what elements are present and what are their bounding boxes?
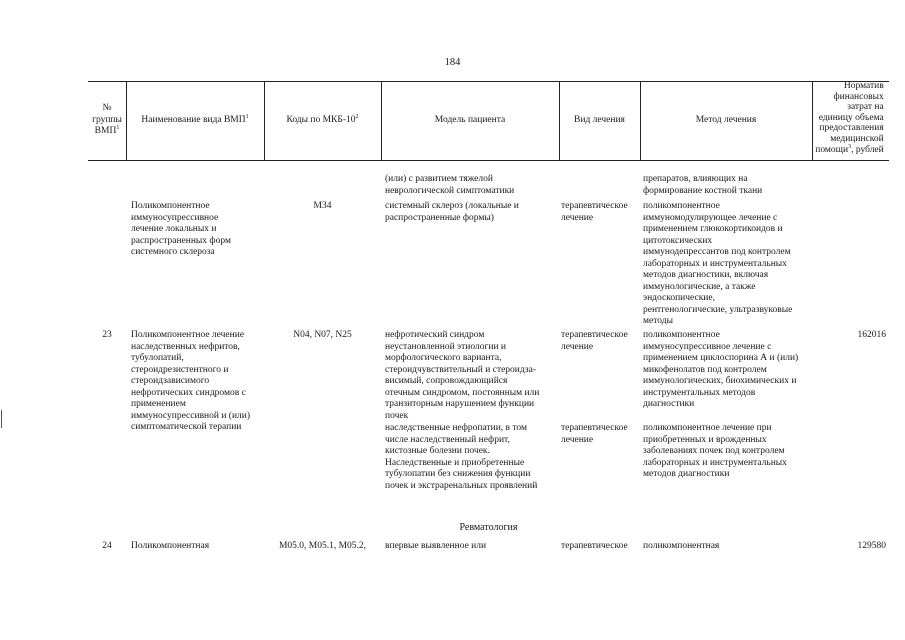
header-bottom-border xyxy=(88,160,889,161)
header-cost-norm-text: Норматив финансовых затрат на единицу объема предоставления медицинской помощи xyxy=(815,81,884,155)
vmp-name-cell: Поликомпонентная xyxy=(131,541,210,551)
scan-margin-mark xyxy=(1,410,2,428)
header-treatment-type: Вид лечения xyxy=(574,114,625,125)
patient-model-cell: впервые выявленное или xyxy=(385,541,487,551)
footnote-marker: 1 xyxy=(245,113,249,120)
header-cost-norm xyxy=(812,81,889,160)
footnote-marker: 2 xyxy=(355,113,359,120)
header-vmp-name-text: Наименование вида ВМП xyxy=(141,114,246,125)
treatment-type-cell: терапевтическое xyxy=(561,541,628,551)
header-mkb-codes xyxy=(264,81,381,160)
section-heading: Ревматология xyxy=(459,522,518,533)
treatment-method-cell: поликомпонентное иммуномодулирующее лечение с применением глюкокортикоидов и цитотоксических иммунодепрессантов под контролем лабораторных и инструментальных методов диагностики, включая иммунологические, а также эндоскопические, рентгенологические, ультразвуковые методы xyxy=(643,201,793,326)
header-vmp-name xyxy=(126,81,264,160)
footnote-marker: 1 xyxy=(116,125,120,132)
treatment-method-cell: поликомпонентное лечение при приобретенных и врожденных заболеваниях почек под контролем лабораторных и инструментальных методов диагностики xyxy=(643,423,787,479)
treatment-type-cell: терапевтическое лечение xyxy=(561,330,628,352)
treatment-type-cell: терапевтическое лечение xyxy=(561,423,628,445)
patient-model-cell: (или) с развитием тяжелой неврологической симптоматики xyxy=(385,174,515,196)
patient-model-cell: нефротический синдром неустановленной этиологии и морфологического варианта, стероидчувствительный и стероидза- висимый, сопровождающийся отечным синдромом, постоянным или транзиторным нарушением функции почек xyxy=(385,330,540,421)
patient-model-cell: наследственные нефропатии, в том числе наследственный нефрит, кистозные болезни почек. Наследственные и приобретенные тубулопатии без снижения функции почек и экстраренальных проявлений xyxy=(385,423,538,491)
header-treatment-method: Метод лечения xyxy=(695,114,757,125)
mkb-code-cell: N04, N07, N25 xyxy=(293,330,352,340)
header-group-no-text: № группы ВМП xyxy=(92,103,122,137)
cost-cell: 162016 xyxy=(857,330,886,340)
treatment-method-cell: поликомпонентное иммуносупрессивное лечение с применением циклоспорина А и (или) микофенолатов под контролем иммунологических, биохимических и инструментальных методов диагностики xyxy=(643,330,799,409)
mkb-code-cell: M34 xyxy=(313,201,332,211)
mkb-code-cell: M05.0, M05.1, M05.2, xyxy=(278,541,367,551)
cost-cell: 129580 xyxy=(857,541,886,551)
vmp-name-cell: Поликомпонентное иммуносупрессивное лечение локальных и распространенных форм системного склероза xyxy=(131,201,231,257)
header-cost-norm-suffix: , рублей xyxy=(851,144,884,155)
patient-model-cell: системный склероз (локальные и распространенные формы) xyxy=(385,201,519,223)
treatment-method-cell: препаратов, влияющих на формирование костной ткани xyxy=(643,174,763,196)
group-no-cell: 24 xyxy=(102,541,112,551)
group-no-cell: 23 xyxy=(102,330,112,340)
header-group-no xyxy=(88,81,126,160)
header-patient-model: Модель пациента xyxy=(434,114,506,125)
page-number: 184 xyxy=(444,57,461,68)
footnote-marker: 3 xyxy=(848,143,852,150)
treatment-type-cell: терапевтическое лечение xyxy=(561,201,628,223)
header-mkb-codes-text: Коды по МКБ-10 xyxy=(286,114,356,125)
vmp-name-cell: Поликомпонентное лечение наследственных нефритов, тубулопатий, стероидрезистентного и стероидзависимого нефротических синдромов с применением иммуносупрессивной и (или) симптоматической терапии xyxy=(131,330,251,432)
treatment-method-cell: поликомпонентная xyxy=(643,541,720,551)
